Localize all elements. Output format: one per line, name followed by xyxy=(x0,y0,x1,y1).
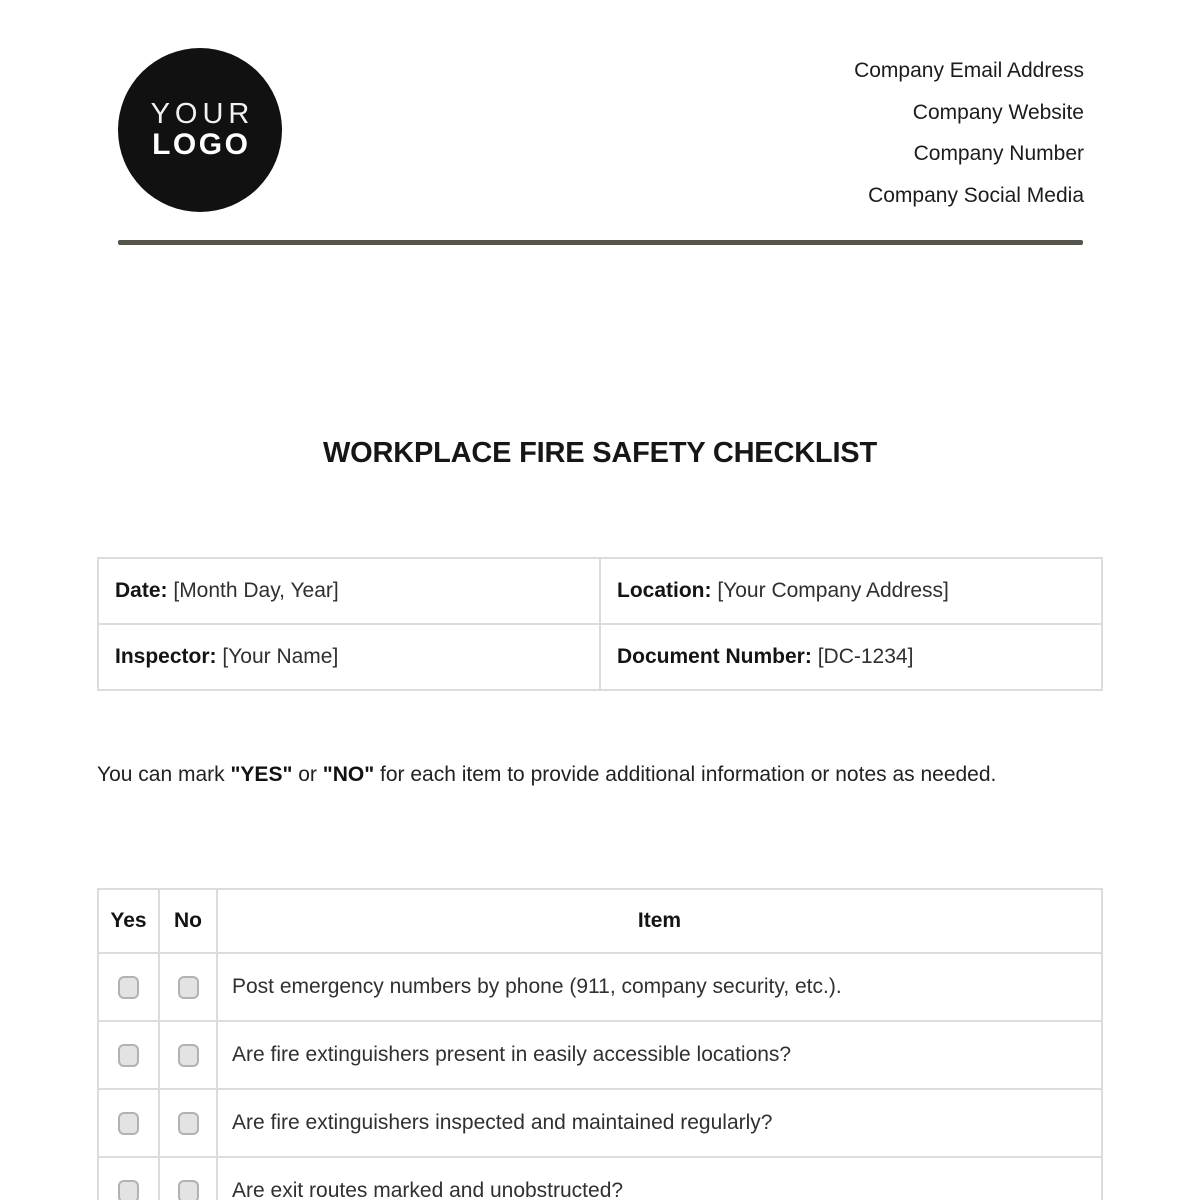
no-checkbox[interactable] xyxy=(178,1180,199,1200)
no-checkbox[interactable] xyxy=(178,976,199,999)
yes-checkbox[interactable] xyxy=(118,1044,139,1067)
company-email-line: Company Email Address xyxy=(854,59,1084,82)
checklist-row-4 xyxy=(98,1157,1102,1200)
company-website-line: Company Website xyxy=(912,100,1084,124)
instructions-no: "NO" xyxy=(322,763,375,786)
company-contact-block xyxy=(854,50,1084,216)
company-social-line: Company Social Media xyxy=(868,183,1084,207)
checklist-header-row xyxy=(98,889,1102,953)
no-checkbox[interactable] xyxy=(178,1112,199,1135)
checklist-row-1 xyxy=(98,953,1102,1021)
no-checkbox[interactable] xyxy=(178,1044,199,1067)
location-label: Location: xyxy=(617,579,712,602)
yes-cell xyxy=(98,1089,159,1157)
logo-text-logo: LOGO xyxy=(152,128,251,161)
company-logo xyxy=(118,48,282,212)
inspector-cell xyxy=(98,624,600,690)
no-cell xyxy=(159,1021,217,1089)
item-text: Are fire extinguishers inspected and maintained regularly? xyxy=(217,1089,1102,1157)
page-title: WORKPLACE FIRE SAFETY CHECKLIST xyxy=(323,437,877,469)
item-text: Post emergency numbers by phone (911, company security, etc.). xyxy=(217,953,1102,1021)
info-row-2 xyxy=(98,624,1102,690)
yes-checkbox[interactable] xyxy=(118,976,139,999)
date-value: [Month Day, Year] xyxy=(173,579,339,602)
item-text: Are fire extinguishers present in easily accessible locations? xyxy=(217,1021,1102,1089)
document-number-value: [DC-1234] xyxy=(817,645,914,668)
logo-text-your: YOUR xyxy=(150,98,255,130)
instructions-post: for each item to provide additional information or notes as needed. xyxy=(374,763,997,786)
location-value: [Your Company Address] xyxy=(717,579,949,602)
instructions-paragraph xyxy=(97,759,1103,792)
date-cell xyxy=(98,558,600,624)
item-text: Are exit routes marked and unobstructed? xyxy=(217,1157,1102,1200)
location-cell xyxy=(600,558,1102,624)
no-cell xyxy=(159,1157,217,1200)
yes-checkbox[interactable] xyxy=(118,1180,139,1200)
yes-cell xyxy=(98,953,159,1021)
no-column-header: No xyxy=(159,889,217,953)
yes-cell xyxy=(98,1021,159,1089)
header-divider-rule xyxy=(118,240,1083,245)
yes-column-header: Yes xyxy=(98,889,159,953)
no-cell xyxy=(159,953,217,1021)
document-number-label: Document Number: xyxy=(617,645,812,668)
item-column-header: Item xyxy=(217,889,1102,953)
instructions-mid: or xyxy=(292,763,323,786)
instructions-yes: "YES" xyxy=(230,763,293,786)
checklist-row-3 xyxy=(98,1089,1102,1157)
info-row-1 xyxy=(98,558,1102,624)
yes-cell xyxy=(98,1157,159,1200)
checklist-row-2 xyxy=(98,1021,1102,1089)
checklist-table xyxy=(97,888,1103,1200)
document-number-cell xyxy=(600,624,1102,690)
inspector-label: Inspector: xyxy=(115,645,217,668)
info-table xyxy=(97,557,1103,691)
date-label: Date: xyxy=(115,579,168,602)
no-cell xyxy=(159,1089,217,1157)
instructions-pre: You can mark xyxy=(97,763,231,786)
inspector-value: [Your Name] xyxy=(222,645,339,668)
yes-checkbox[interactable] xyxy=(118,1112,139,1135)
company-number-line: Company Number xyxy=(913,142,1084,165)
